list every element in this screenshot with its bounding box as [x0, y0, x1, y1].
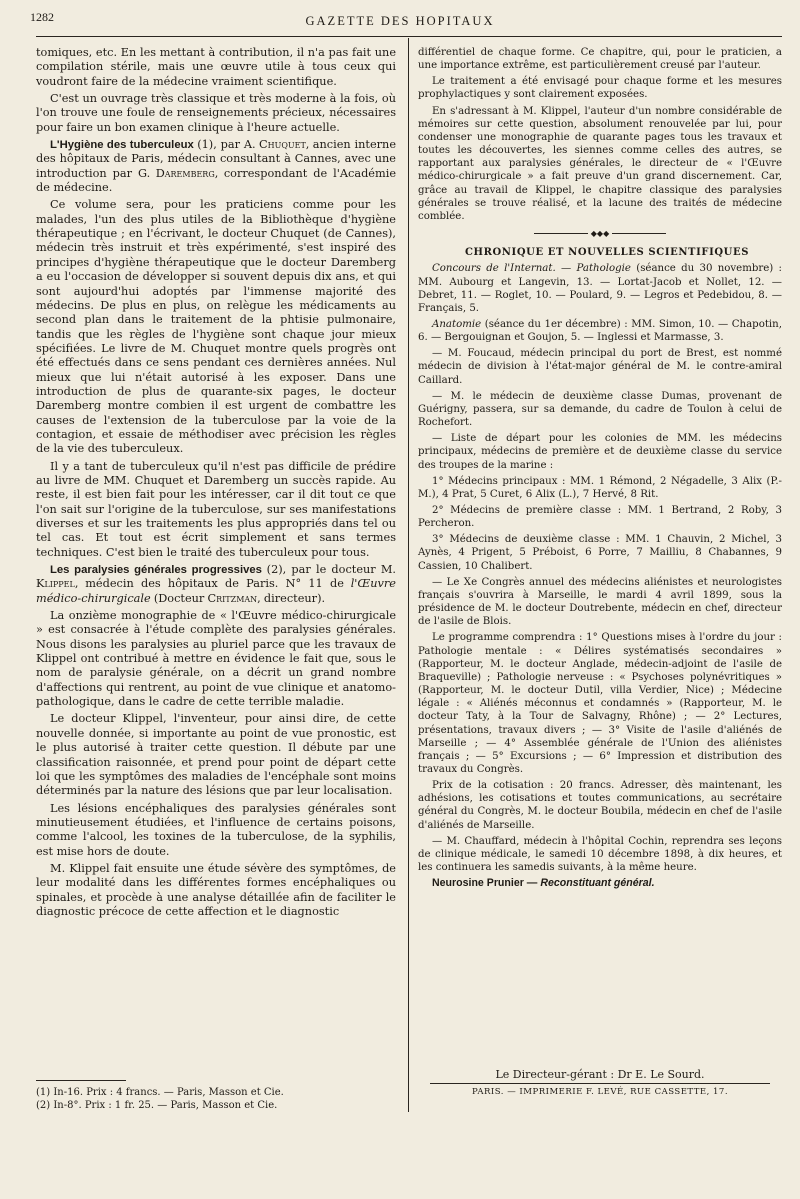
review-byline: (Docteur — [153, 591, 205, 605]
paragraph: La onzième monographie de « l'Œuvre médico-chirurgicale » est consacrée à l'étude complète des paralysies générales. Nous disons les paralysies au pluriel parce que les travaux de Klippel ont contribué à mettre en évidence le fait que, sous le nom de paralysie générale, on a décrit un grand nombre d'affections qui rentrent, au point de vue clinique et anatomo-pathologique, dans le cadre de cette terrible maladie. — [36, 609, 396, 709]
review-heading-paralysies — [36, 563, 396, 606]
review-byline: directeur). — [263, 591, 326, 605]
paragraph: Les lésions encéphaliques des paralysies générales sont minutieusement étudiées, et l'influence de certains poisons, comme l'alcool, les toxines de la tuberculose, de la syphilis, est mise hors de doute. — [36, 801, 396, 858]
section-heading: CHRONIQUE ET NOUVELLES SCIENTIFIQUES — [464, 247, 750, 259]
news-text: (séance du 1er décembre) : MM. Simon, 10. — Chapotin, 6. — Bergouignan et Goujon, 5. — Inglessi et Marmasse, 3. — [418, 318, 782, 344]
paragraph: Il y a tant de tuberculeux qu'il n'est pas difficile de prédire au livre de MM. Chuquet et Daremberg un succès rapide. Au reste, il est bien fait pour les intéresser, car il dit tout ce que l'on sait sur l'origine de la tuberculose, sur ses manifestations diverses et sur les traitements les plus appropriés dans tel ou tel cas. Et tout est écrit simplement et sans termes techniques. C'est bien le traité des tuberculeux pour tous. — [36, 459, 396, 559]
ad-dash: — — [526, 877, 538, 890]
imprint-rule — [430, 1083, 770, 1084]
news-label: Anatomie — [432, 318, 482, 330]
paragraph: tomiques, etc. En les mettant à contribution, il n'a pas fait une compilation stérile, mais une œuvre utile à tous ceux qui voudront faire de la médecine vraiment scientifique. — [36, 46, 396, 88]
printer-imprint: PARIS. — IMPRIMERIE F. LEVÉ, RUE CASSETTE, 17. — [471, 1087, 729, 1097]
news-item: 2° Médecins de première classe : MM. 1 Bertrand, 2 Roby, 3 Percheron. — [418, 505, 782, 530]
review-byline: (2), par le docteur M. — [266, 563, 397, 577]
section-separator: ◆◆◆ — [418, 227, 782, 240]
news-item: — M. Chauffard, médecin à l'hôpital Cochin, reprendra ses leçons de clinique médicale, le samedi 10 décembre 1898, à dix heures, et les continuera les samedis suivants, à la même heure. — [418, 835, 782, 874]
news-item: Le programme comprendra : 1° Questions mises à l'ordre du jour : Pathologie mentale : « Délires systématisés secondaires » (Rapporteur, M. le docteur Anglade, médecin-adjoint de l'asile de Braqueville) ; Pathologie nerveuse : « Psychoses polynévritiques » (Rapporteur, M. le docteur Dutil, villa Verdier, Nice) ; Médecine légale : « Aliénés méconnus et condamnés » (Rapporteur, M. le docteur Taty, à la Tour de Salvagny, Rhône) ; — 2° Lectures, présentations, travaux divers ; — 3° Visite de l'asile d'aliénés de Marseille ; — 4° Assemblée générale de l'Union des aliénistes français ; — 5° Excursions ; — 6° Impression et distribution des travaux du Congrès. — [418, 632, 782, 775]
footnote-rule — [36, 1080, 126, 1081]
paragraph: En s'adressant à M. Klippel, l'auteur d'un nombre considérable de mémoires sur cette question, absolument renouvelée par lui, pour condenser une monographie de quarante pages tous les travaux et toutes les découvertes, les siennes comme celles des autres, se rapportant aux paralysies générales, le directeur de « l'Œuvre médico-chirurgicale » a fait preuve d'un grand discernement. Car, grâce au travail de Klippel, le chapitre classique des paralysies générales se trouve réalisé, et la lacune des traités de médecine comblée. — [418, 105, 782, 222]
review-title: Les paralysies générales progressives — [50, 564, 262, 577]
paragraph: Le docteur Klippel, l'inventeur, pour ainsi dire, de cette nouvelle donnée, si importante au point de vue pronostic, est le plus autorisé à traiter cette question. Il débute par une classification raisonnée, et prend pour point de départ cette loi que les symptômes des maladies de l'encéphale sont moins déterminés par la nature des lésions que par leur localisation. — [36, 712, 396, 798]
column-divider — [408, 38, 409, 1112]
footnotes — [36, 1086, 396, 1112]
ad-claim: Reconstituant général. — [540, 877, 655, 890]
news-item: 1° Médecins principaux : MM. 1 Rémond, 2 Négadelle, 3 Alix (P.-M.), 4 Prat, 5 Curet, 6 Alix (L.), 7 Hervé, 8 Rit. — [418, 475, 782, 500]
review-byline: médecin des hôpitaux de Paris. N° 11 de — [85, 577, 344, 591]
news-label: Concours de l'Internat. — Pathologie — [432, 263, 631, 275]
news-item: Prix de la cotisation : 20 francs. Adresser, dès maintenant, les adhésions, les cotisations et toutes communications, au secrétaire général du Congrès, M. le docteur Boubila, médecin en chef de l'asile d'aliénés de Marseille. — [418, 780, 782, 831]
page-number: 1282 — [30, 10, 54, 24]
review-byline: (1), par A. — [197, 138, 256, 152]
paragraph: M. Klippel fait ensuite une étude sévère des symptômes, de leur modalité dans les différentes formes encéphaliques ou spinales, et procède à une analyse détaillée afin de faciliter le diagnostic précoce de cette affection et le diagnostic — [36, 861, 396, 918]
directeur-gerant: Le Directeur-gérant : Dr E. Le Sourd. — [495, 1068, 705, 1081]
review-author: Chuquet, — [258, 138, 310, 152]
review-byline: ancien interne des hôpitaux de Paris, médecin consultant à Cannes, avec une introduction par G. — [36, 138, 397, 180]
footnote: (1) In-16. Prix : 4 francs. — Paris, Masson et Cie. — [36, 1087, 284, 1098]
news-item: — Liste de départ pour les colonies de MM. les médecins principaux, médecins de première et de deuxième classe du service des troupes de la marine : — [418, 433, 782, 471]
paragraph: C'est un ouvrage très classique et très moderne à la fois, où l'on trouve une foule de renseignements précieux, nécessaires pour faire un bon examen clinique à l'heure actuelle. — [36, 92, 396, 134]
news-item: 3° Médecins de deuxième classe : MM. 1 Chauvin, 2 Michel, 3 Aynès, 4 Prigent, 5 Préboist, 6 Porre, 7 Mailliu, 8 Chabannes, 9 Cassien, 10 Chalibert. — [418, 534, 782, 572]
ad-product: Neurosine Prunier — [432, 877, 524, 890]
header-rule — [36, 36, 782, 37]
news-item: — Le Xe Congrès annuel des médecins aliénistes et neurologistes français s'ouvrira à Marseille, le mardi 4 avril 1899, sous la présidence de M. le docteur Doutrebente, médecin en chef, directeur de l'asile de Blois. — [418, 576, 782, 628]
running-head: GAZETTE DES HOPITAUX — [305, 14, 495, 28]
news-item — [418, 318, 782, 344]
news-item: — M. le médecin de deuxième classe Dumas, provenant de Guérigny, passera, sur sa demande, du cadre de Toulon à celui de Rochefort. — [418, 390, 782, 429]
footnote: (2) In-8°. Prix : 1 fr. 25. — Paris, Masson et Cie. — [36, 1100, 278, 1111]
advertisement — [418, 877, 782, 890]
news-item: — M. Foucaud, médecin principal du port de Brest, est nommé médecin de division à l'état-major général de M. le contre-amiral Caillard. — [418, 348, 782, 386]
left-column — [36, 46, 396, 922]
paragraph: différentiel de chaque forme. Ce chapitre, qui, pour le praticien, a une importance extrême, est particulièrement creusé par l'auteur. — [418, 47, 782, 72]
news-item — [418, 262, 782, 315]
series-title: l'Œuvre médico-chirurgicale — [36, 577, 396, 605]
review-director: Critzman, — [207, 591, 261, 605]
review-author: Daremberg, — [155, 166, 219, 180]
review-author: Klippel, — [36, 577, 79, 591]
review-byline: correspondant de l'Académie de médecine. — [36, 166, 396, 195]
news-text: (séance du 30 novembre) : MM. Aubourg et Langevin, 13. — Lortat-Jacob et Nollet, 12. — Debret, 11. — Roglet, 10. — Poulard, 9. — Legros et Pedebidou, 8. — Français, 5. — [418, 263, 782, 314]
right-column — [418, 46, 782, 893]
review-title: L'Hygiène des tuberculeux — [50, 139, 194, 152]
paragraph: Le traitement a été envisagé pour chaque forme et les mesures prophylactiques y sont clairement exposées. — [418, 76, 782, 101]
review-heading-hygiene — [36, 138, 396, 195]
paragraph: Ce volume sera, pour les praticiens comme pour les malades, l'un des plus utiles de la Bibliothèque d'hygiène thérapeutique ; en l'écrivant, le docteur Chuquet (de Cannes), médecin très instruit et très expérimenté, s'est inspiré des principes d'hygiène thérapeutique que le docteur Daremberg a eu l'occasion de développer si souvent depuis dix ans, et qui sont aujourd'hui adoptés par l'immense majorité des médecins. De plus en plus, on relègue les médicaments au second plan dans le traitement de la phtisie pulmonaire, tandis que les règles de l'hygiène sont chaque jour mieux spécifiées. Le livre de M. Chuquet montre quels progrès ont été effectués dans ce sens pendant ces dernières années. Nul mieux que lui n'était autorisé à les exposer. Dans une introduction de plus de quarante-six pages, le docteur Daremberg montre combien il est urgent de combattre les causes de l'extension de la tuberculose par la voie de la contagion, et essaie de méthodiser avec précision les règles de la vie des tuberculeux. — [36, 198, 396, 456]
